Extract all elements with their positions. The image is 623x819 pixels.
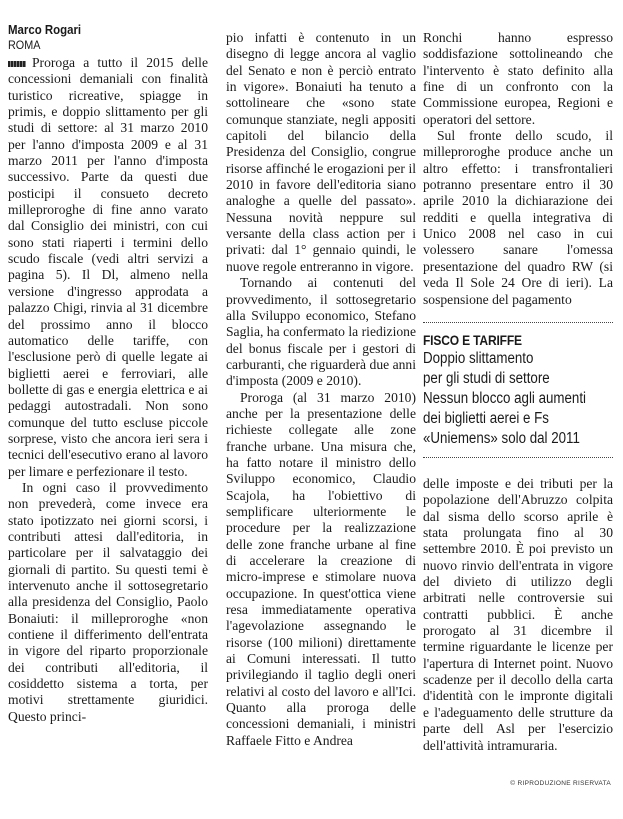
paragraph: Ronchi hanno espresso soddisfazione sottolineando che l'intervento è stato definito alla fine di un confronto con la Commissione europea, Regioni e operatori del settore. [423, 30, 613, 127]
paragraph: Tornando ai contenuti del provvedimento, il sottosegretario alla Sviluppo economico, Stefano Saglia, ha confermato la riedizione del bonus fiscale per i gestori di carburanti, che riguarderà due anni d'imposta (2009 e 2010). [226, 275, 416, 389]
paragraph: In ogni caso il provvedimento non prevederà, come invece era stato ipotizzato nei giorni scorsi, i contributi attesi dall'editoria, in particolare per il salvataggio dei giornali di partito. Su questi temi è intervenuto anche il sottosegretario alla presidenza del Consiglio, Paolo Bonaiuti: il milleproroghe «non contiene il differimento dell'entrata in vigore del riparto proporzionale dei contributi all'editoria, il cosiddetto sistema a torta, per motivi strettamente giuridici. Questo princi- [8, 479, 208, 724]
dateline: ROMA [8, 38, 41, 52]
paragraph: Sul fronte dello scudo, il milleproroghe produce anche un altro effetto: i transfrontalieri potranno presentare entro il 30 aprile 2010 la dichiarazione dei redditi e quella integrativa di Unico 2008 nel caso in cui volessero sanare l'omessa presentazione del quadro RW (si veda Il Sole 24 Ore di ieri). La sospensione del pagamento [423, 128, 613, 307]
article-column-3-continued [423, 476, 613, 754]
paragraph-text: Proroga a tutto il 2015 delle concessioni demaniali con finalità turistico ricreative, spiagge in primis, e doppio slittamento per gli studi di settore: al 31 marzo 2010 per l'anno d'imposta 2009 e al 31 marzo 2011 per l'anno d'imposta successivo. Parte da questi due posticipi il consueto decreto milleproroghe di fine anno varato dal Consiglio dei ministri, con cui sono stati riaperti i termini dello scudo fiscale (vedi altri servizi a pagina 5). Il Dl, almeno nella versione d'ingresso approdata a palazzo Chigi, rinvia al 31 dicembre del prossimo anno il blocco automatico delle tariffe, con l'esclusione però di quelle legate ai biglietti aerei e ferroviari, alle bollette di gas e energia elettrica e ai pedaggi autostradali. Non sono comunque del tutto escluse piccole sorprese, visto che ancora ieri sera i tecnici dell'esecutivo erano al lavoro per limare e perfezionare il testo. [8, 55, 208, 479]
paragraph: pio infatti è contenuto in un disegno di legge ancora al vaglio del Senato e non è perciò entrato in vigore». Bonaiuti ha tenuto a sottolineare che «sono state comunque stanziate, negli appositi capitoli del bilancio della Presidenza del Consiglio, congrue risorse affinché le erogazioni per il 2010 in favore dell'editoria siano analoghe a quelle del passato». Nessuna novità neppure sul versante della class action per i privati: dal 1° gennaio quindi, le nuove regole entreranno in vigore. [226, 30, 416, 274]
paragraph: delle imposte e dei tributi per la popolazione dell'Abruzzo colpita dal sisma dello scorso aprile è stata prolungata fino al 30 settembre 2010. È poi previsto un nuovo rinvio dell'entrata in vigore del divieto di utilizzo degli arbitrati nelle controversie sui contratti pubblici. È anche prorogato al 31 dicembre il termine riguardante le licenze per l'apertura di Internet point. Nuovo scadenze per il decollo della carta d'identità con le impronte digitali e l'adeguamento delle strutture da parte dell Asl per l'esercizio dell'attività intramuraria. [423, 476, 613, 753]
divider [423, 457, 613, 458]
article-column-1 [8, 22, 208, 725]
paragraph: Proroga (al 31 marzo 2010) anche per la presentazione delle richieste collegate alle zone franche urbane. Una misura che, ha fatto notare il ministro dello Sviluppo economico, Claudio Scajola, ha l'obiettivo di semplificare ulteriormente le procedure per la realizzazione delle zone franche urbane al fine di accelerare la creazione di micro-imprese e stimolare nuova occupazione. In quest'ottica viene resa immediatamente operativa l'agevolazione assegnando le risorse (100 milioni) direttamente ai Comuni interessati. Il tutto privilegiando il taglio degli oneri relativi al costo del lavoro e all'Ici. Quanto alla proroga delle concessioni demaniali, i ministri Raffaele Fitto e Andrea [226, 389, 416, 748]
related-line: per gli studi di settore [423, 370, 550, 387]
article-column-2 [226, 30, 416, 749]
related-line: Nessun blocco agli aumenti [423, 390, 587, 407]
copyright-notice: © RIPRODUZIONE RISERVATA [510, 780, 611, 787]
related-line: «Uniemens» solo dal 2011 [423, 430, 580, 447]
article-column-3 [423, 30, 613, 308]
divider [423, 322, 613, 323]
related-line: Doppio slittamento [423, 350, 534, 367]
author-byline: Marco Rogari [8, 22, 82, 37]
paragraph [8, 55, 208, 480]
related-box [423, 322, 613, 458]
related-kicker: FISCO E TARIFFE [423, 332, 522, 348]
related-line: dei biglietti aerei e Fs [423, 410, 549, 427]
lead-marker-icon [8, 61, 26, 67]
